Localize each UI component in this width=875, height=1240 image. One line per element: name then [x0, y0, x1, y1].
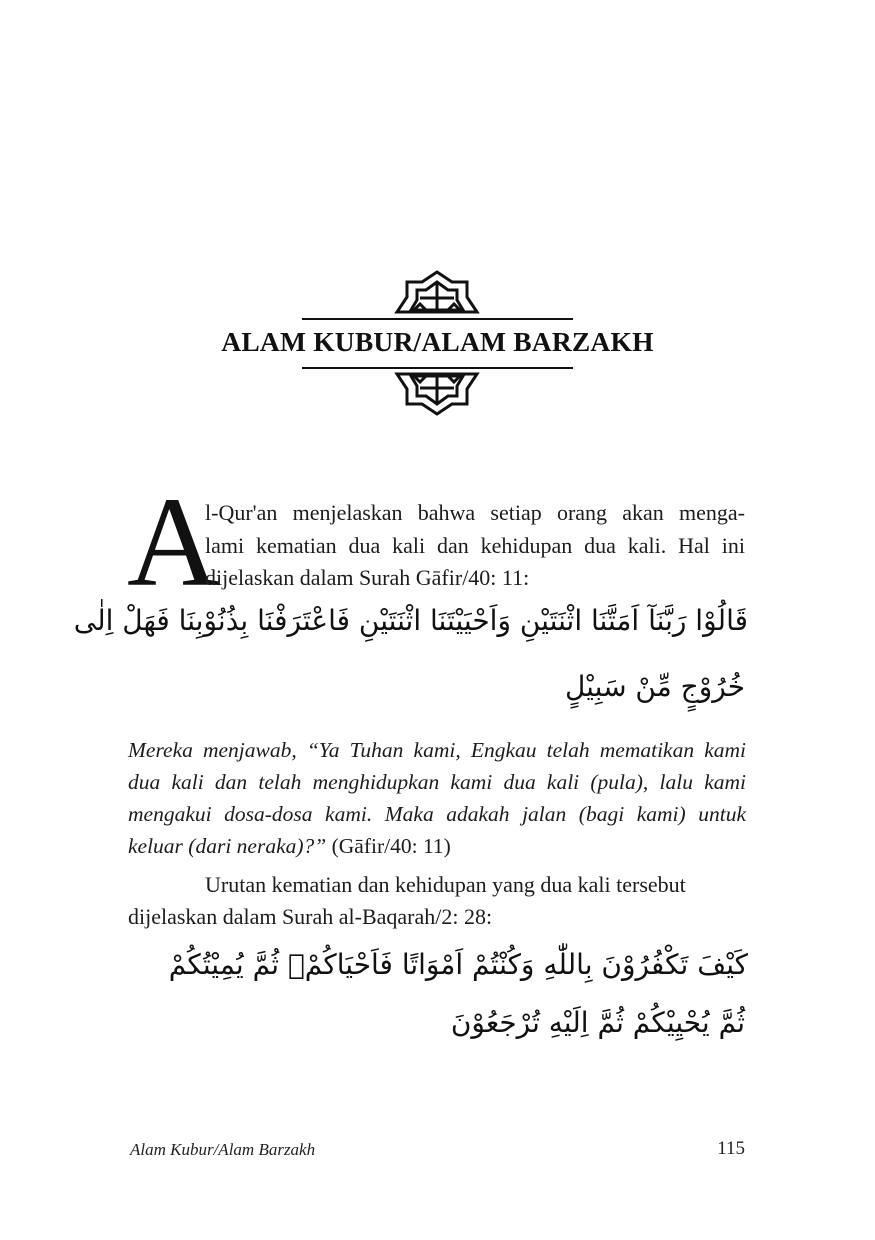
translation-line: mengakui dosa-dosa kami. Maka adakah jalan (bagi kami) untuk	[128, 802, 746, 826]
ornament-star-top	[397, 272, 477, 312]
ornament-star-bottom	[397, 374, 477, 414]
chapter-title: ALAM KUBUR/ALAM BARZAKH	[221, 326, 654, 357]
translation-line-last	[128, 834, 746, 860]
intro-line: l-Qur'an menjelaskan bahwa setiap orang akan menga-	[205, 500, 745, 525]
arabic-verse-line: ثُمَّ يُحْيِيْكُمْ ثُمَّ اِلَيْهِ تُرْجَعُوْنَ	[450, 1006, 745, 1039]
paragraph-line: dijelaskan dalam Surah al-Baqarah/2: 28:	[128, 904, 493, 929]
page-number: 115	[717, 1138, 745, 1159]
translation-text: keluar (dari neraka)?”	[128, 834, 327, 858]
drop-cap: A	[127, 471, 220, 613]
intro-line: lami kematian dua kali dan kehidupan dua kali. Hal ini	[205, 533, 745, 558]
arabic-verse-line: قَالُوْا رَبَّنَآ اَمَتَّنَا اثْنَتَيْنِ وَاَحْيَيْتَنَا اثْنَتَيْنِ فَاعْتَرَفْنَا بِذُنُوْبِنَا فَهَلْ اِلٰى	[73, 604, 748, 637]
paragraph-line: Urutan kematian dan kehidupan yang dua kali tersebut	[205, 872, 686, 897]
running-footer-title: Alam Kubur/Alam Barzakh	[130, 1140, 316, 1159]
translation-line: Mereka menjawab, “Ya Tuhan kami, Engkau telah mematikan kami	[128, 738, 746, 762]
intro-line: dijelaskan dalam Surah Gāfir/40: 11:	[205, 565, 530, 590]
arabic-verse-line: كَيْفَ تَكْفُرُوْنَ بِاللّٰهِ وَكُنْتُمْ اَمْوَاتًا فَاَحْيَاكُمْۚ ثُمَّ يُمِيْتُكُمْ	[168, 948, 748, 981]
verse-citation: (Gāfir/40: 11)	[326, 834, 451, 858]
arabic-verse-line: خُرُوْجٍ مِّنْ سَبِيْلٍ	[564, 670, 745, 703]
translation-line: dua kali dan telah menghidupkan kami dua kali (pula), lalu kami	[128, 770, 746, 794]
